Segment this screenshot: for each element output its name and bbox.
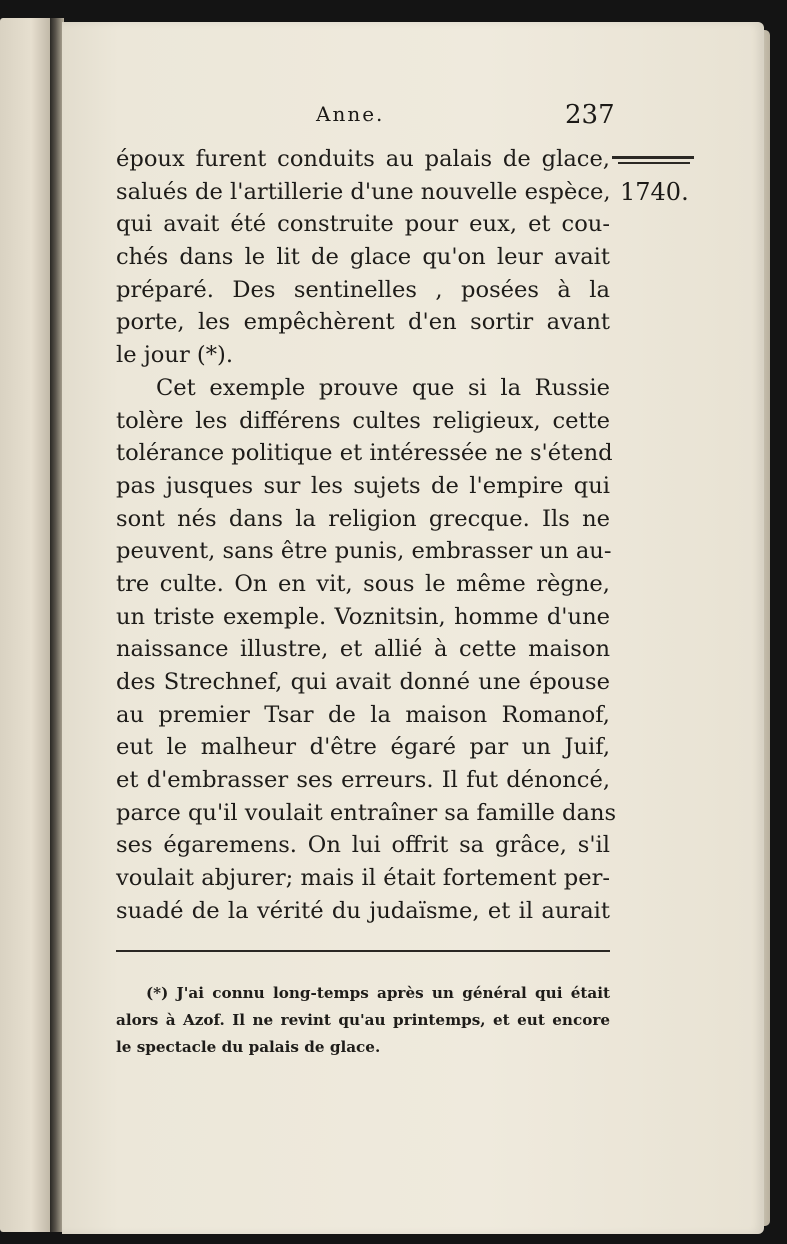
body-line: pas jusques sur les sujets de l'empire qui — [116, 472, 610, 499]
body-line: qui avait été construite pour eux, et cou- — [116, 211, 610, 238]
body-line: ses égaremens. On lui offrit sa grâce, s'il — [116, 832, 610, 859]
footnote-rule — [116, 950, 610, 952]
body-line: tre culte. On en vit, sous le même règne, — [116, 570, 610, 597]
page-number: 237 — [565, 100, 615, 130]
footnote-line: alors à Azof. Il ne revint qu'au printemps, et eut encore — [116, 1011, 610, 1029]
running-title: Anne. — [316, 102, 385, 126]
body-text — [116, 143, 617, 928]
body-line: salués de l'artillerie d'une nouvelle espèce, — [116, 178, 611, 205]
body-line: le jour (*). — [116, 342, 234, 369]
previous-page-edge — [0, 18, 52, 1232]
body-line: sont nés dans la religion grecque. Ils ne — [116, 505, 610, 532]
body-line: Cet exemple prouve que si la Russie — [156, 374, 610, 401]
body-line: un triste exemple. Voznitsin, homme d'une — [116, 603, 610, 630]
body-line: tolérance politique et intéressée ne s'étend — [116, 440, 613, 467]
footnote-line: le spectacle du palais de glace. — [116, 1038, 381, 1056]
body-line: tolère les différens cultes religieux, cette — [116, 407, 610, 434]
body-line: parce qu'il voulait entraîner sa famille dans — [116, 799, 617, 826]
body-line: au premier Tsar de la maison Romanof, — [116, 701, 610, 728]
body-line: époux furent conduits au palais de glace, — [116, 146, 610, 172]
margin-rule — [612, 156, 694, 159]
body-line: des Strechnef, qui avait donné une épouse — [116, 669, 610, 695]
body-line: suadé de la vérité du judaïsme, et il aurait — [116, 897, 610, 924]
footnote-line: (*) J'ai connu long-temps après un général qui était — [146, 984, 610, 1002]
body-line: naissance illustre, et allié à cette maison — [116, 636, 610, 663]
footnote — [116, 980, 610, 1061]
margin-rule-secondary — [618, 162, 690, 164]
body-line: peuvent, sans être punis, embrasser un au- — [116, 538, 612, 565]
body-line: eut le malheur d'être égaré par un Juif, — [116, 734, 610, 761]
body-line: chés dans le lit de glace qu'on leur avait — [116, 244, 610, 271]
body-line: et d'embrasser ses erreurs. Il fut dénoncé, — [116, 767, 610, 794]
margin-year-note: 1740. — [620, 178, 689, 206]
body-line: voulait abjurer; mais il était fortement per- — [116, 865, 610, 892]
body-line: porte, les empêchèrent d'en sortir avant — [116, 309, 610, 336]
body-line: préparé. Des sentinelles , posées à la — [116, 276, 610, 303]
